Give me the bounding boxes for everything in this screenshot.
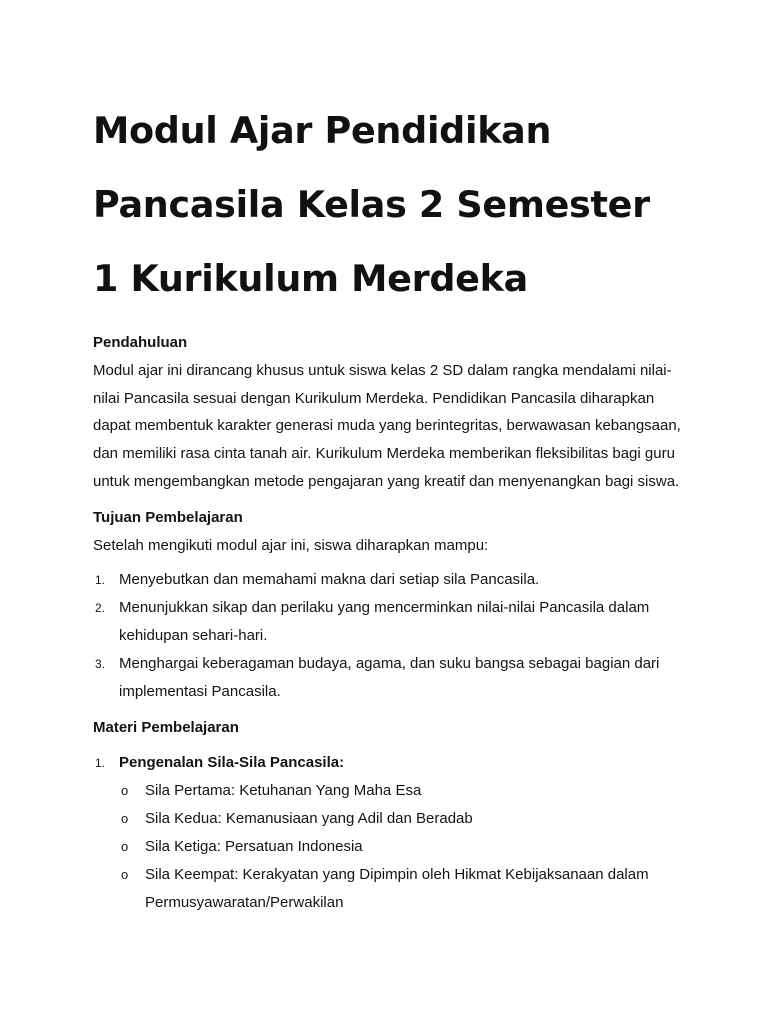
objectives-lead: Setelah mengikuti modul ajar ini, siswa diharapkan mampu:: [93, 536, 489, 554]
list-number: 3.: [95, 657, 106, 672]
intro-section: [93, 329, 683, 496]
objectives-heading: Tujuan Pembelajaran: [93, 508, 243, 526]
objective-text: Menyebutkan dan memahami makna dari setiap sila Pancasila.: [119, 571, 540, 589]
bullet-icon: o: [121, 783, 129, 799]
sila-text: Sila Ketiga: Persatuan Indonesia: [145, 838, 363, 856]
list-number: 1.: [95, 573, 106, 588]
material-item: [93, 749, 683, 917]
sila-item: [119, 861, 683, 917]
intro-paragraph: Modul ajar ini dirancang khusus untuk siswa kelas 2 SD dalam rangka mendalami nilai-nilai Pancasila sesuai dengan Kurikulum Merdeka. Pendidikan Pancasila diharapkan dapat membentuk karakter generasi muda yang berintegritas, berwawasan kebangsaan, dan memiliki rasa cinta tanah air. Kurikulum Merdeka memberikan fleksibilitas bagi guru untuk mengembangkan metode pengajaran yang kreatif dan menyenangkan bagi siswa.: [93, 362, 681, 490]
sila-item: [119, 833, 683, 861]
objectives-section: [93, 504, 683, 707]
list-number: 1.: [95, 756, 106, 771]
objective-text: Menghargai keberagaman budaya, agama, dan suku bangsa sebagai bagian dari implementasi Pancasila.: [119, 655, 660, 701]
sila-text: Sila Keempat: Kerakyatan yang Dipimpin oleh Hikmat Kebijaksanaan dalam Permusyawaratan/Perwakilan: [145, 866, 649, 912]
materials-list: [93, 749, 683, 917]
bullet-icon: o: [121, 867, 129, 883]
objectives-list: [93, 566, 683, 706]
objective-item: [93, 594, 683, 650]
sila-item: [119, 777, 683, 805]
sila-text: Sila Kedua: Kemanusiaan yang Adil dan Beradab: [145, 810, 473, 828]
material-title: Pengenalan Sila-Sila Pancasila:: [119, 754, 345, 772]
document-title: Modul Ajar Pendidikan Pancasila Kelas 2 Semester 1 Kurikulum Merdeka: [93, 109, 650, 300]
intro-heading: Pendahuluan: [93, 334, 188, 351]
document-page: [93, 94, 683, 917]
sila-list: [119, 777, 683, 917]
sila-item: [119, 805, 683, 833]
bullet-icon: o: [121, 839, 129, 855]
bullet-icon: o: [121, 811, 129, 827]
materials-section: [93, 714, 683, 917]
sila-text: Sila Pertama: Ketuhanan Yang Maha Esa: [145, 782, 422, 800]
materials-heading: Materi Pembelajaran: [93, 719, 239, 737]
list-number: 2.: [95, 601, 106, 616]
objective-text: Menunjukkan sikap dan perilaku yang mencerminkan nilai-nilai Pancasila dalam kehidupan sehari-hari.: [119, 599, 650, 645]
objective-item: [93, 650, 683, 706]
objective-item: [93, 566, 683, 594]
